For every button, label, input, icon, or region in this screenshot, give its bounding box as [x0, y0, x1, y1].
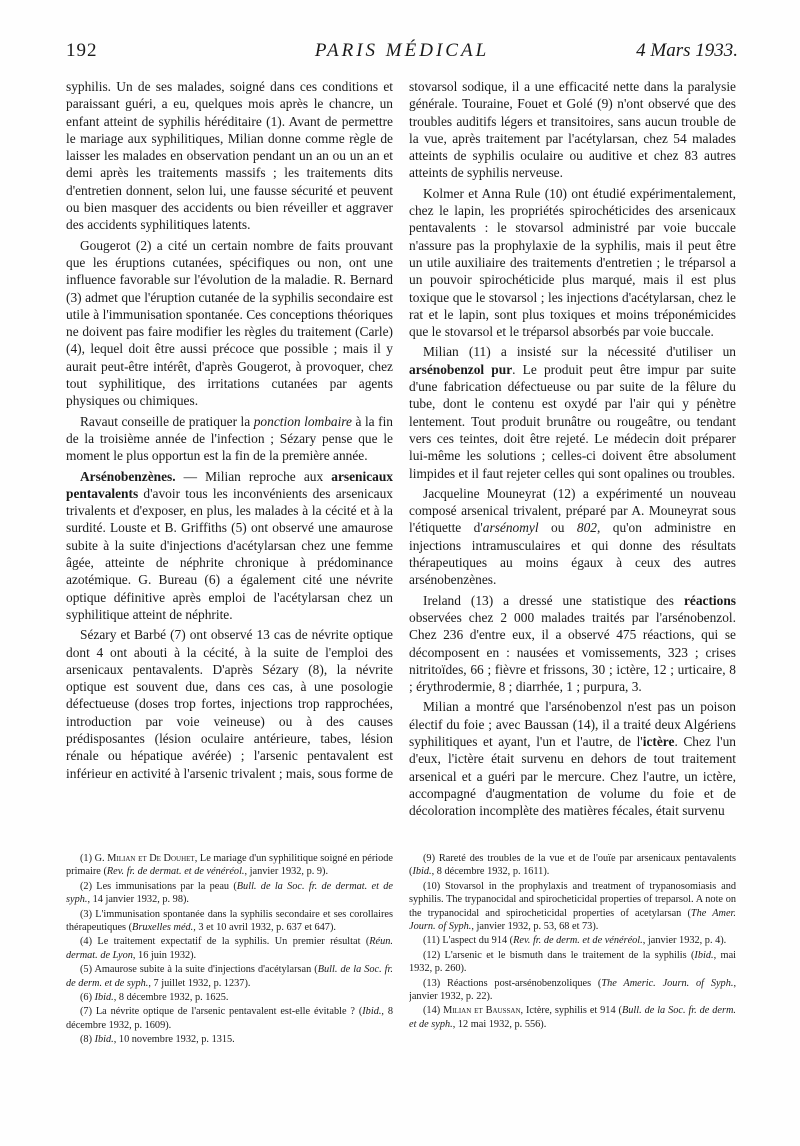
- footnote-text: (10) Stovarsol in the prophylaxis and treatment of trypanosomiasis and syphilis. The trypanocidal and spirocheticidal properties of treparsol. A note on the trypanocidal and spirocheticidal properties of acetylarsan (: [409, 880, 736, 919]
- footnote: [66, 963, 393, 990]
- footnote-text: , 8 décembre 1932, p. 1611).: [431, 866, 550, 878]
- footnote: [409, 852, 736, 879]
- emphasis: arsénomyl: [482, 520, 539, 536]
- paragraph: Gougerot (2) a cité un certain nombre de faits prouvant que les éruptions cutanées, spécifiques ou non, ont une influence favorable sur l'évolution de la maladie. R. Bernard (3) admet que l'éruption cutanée de la syphilis secondaire est utile à l'immunisation spontanée. Ces conceptions théoriques ne doivent pas faire modifier les règles du traitement (Carle) (4), lequel doit être aussi précoce que possible ; mais il y aurait peut-être intérêt, d'après Gougerot, à provoquer, chez tout syphilitique, des irritations cutanées par agents physiques ou chimiques.: [66, 237, 393, 409]
- footnote-text: , janvier 1932, p. 4).: [642, 935, 727, 947]
- text-run: à la fin de la troisième année de l'infection ; Sézary pense que le moment le plus opportun est la fin de la première année.: [66, 413, 393, 464]
- bold-term: arsénobenzol pur: [409, 361, 513, 377]
- footnote-citation: The Amer. Journ. of Syph.: [409, 907, 736, 933]
- footnote-citation: Ibid.: [94, 1034, 114, 1046]
- footnote-text: , Le mariage d'un syphilitique soigné en période primaire (: [66, 853, 393, 878]
- page-number: 192: [66, 40, 98, 61]
- paragraph: [66, 413, 393, 465]
- footnote: [409, 1004, 736, 1031]
- footnote-text: (2) Les immunisations par la peau (: [80, 880, 237, 892]
- issue-date: 4 Mars 1933.: [636, 40, 738, 61]
- footnote-citation: Ibid.: [412, 866, 432, 878]
- text-run: observées chez 2 000 malades traités par l'arsénobenzol. Chez 236 d'entre eux, il a observé 475 réactions, qui se décomposent en : nausées et vomissements, 323 ; crises nitritoïdes, 66 ; fièvre et frissons, 30 ; ictère, 12 ; urticaire, 8 ; érythrodermie, 8 ; diarrhée, 1 ; purpura, 3.: [409, 609, 736, 695]
- paragraph: [66, 468, 393, 624]
- footnote-text: , 16 juin 1932).: [132, 949, 197, 961]
- footnote-text: , 12 mai 1932, p. 556).: [452, 1018, 547, 1030]
- footnote-citation: Ibid.: [362, 1006, 382, 1018]
- footnotes-left: [66, 852, 393, 1132]
- text-run: Jacqueline Mouneyrat (12) a expérimenté un nouveau composé arsenical trivalent, préparé par A. Mouneyrat sous l'étiquette d': [409, 485, 736, 536]
- footnote: [66, 1033, 393, 1046]
- footnotes-right: [409, 852, 736, 1132]
- paragraph: syphilis. Un de ses malades, soigné dans ces conditions et paraissant guéri, a eu, quelques mois après le chancre, un enfant atteint de syphilis héréditaire (1). Avant de permettre le mariage aux syphilitiques, Milian donne comme règle de laisser les malades en observation pendant un an ou un an et demi après les traitements massifs ; les traitements dits d'entretien donnent, selon lui, une fausse sécurité et peuvent ou bien masquer des accidents ou bien réveiller et aggraver des accidents syphilitiques latents.: [66, 79, 393, 233]
- emphasis: ponction lombaire: [253, 413, 352, 429]
- footnote: [66, 880, 393, 907]
- footnote-text: (12) L'arsenic et le bismuth dans le traitement de la syphilis (: [423, 949, 695, 961]
- text-run: Ravaut conseille de pratiquer la: [80, 413, 254, 429]
- bold-term: réactions: [683, 592, 736, 608]
- footnote-citation: Réun. dermat. de Lyon: [66, 936, 393, 961]
- footnote-citation: Rev. fr. de dermat. et de vénéréol.: [106, 866, 245, 878]
- footnote-text: (5) Amaurose subite à la suite d'injections d'acétylarsan (: [80, 964, 318, 976]
- text-run: , qu'on administre en injections intramusculaires et qui donne des résultats thérapeutiques au moins égaux à ceux des autres arsénobenzènes.: [409, 520, 736, 588]
- text-run: . Le produit peut être impur par suite d'une fabrication défectueuse ou par suite de la fêlure du tube, dont le contenu est oxydé par l'air qui y pénètre lentement. Tout produit brunâtre ou rougeâtre, ou tendant vers ces teintes, doit être rejeté. Le médecin doit préparer lui-même les solutions ; celles-ci doivent être absolument limpides et il faut rejeter celles qui sont opalines ou troubles.: [409, 361, 736, 481]
- section-heading: Arsénobenzènes.: [80, 468, 176, 484]
- paragraph: [409, 698, 736, 819]
- footnote-text: , 8 décembre 1932, p. 1609).: [66, 1006, 393, 1031]
- footnote-text: , janvier 1932, p. 53, 68 et 73).: [471, 921, 599, 933]
- text-run: — Milian reproche aux: [175, 468, 332, 484]
- footnote: [66, 1005, 393, 1032]
- footnote-citation: Bull. de la Soc. fr. de dermat. et de syph.: [66, 880, 393, 906]
- text-run: . Chez l'un d'eux, l'ictère était survenu en dehors de tout traitement arsenical et a guéri par le mercure. Chez l'autre, un ictère, accompagné d'augmentation de volume du foie et de décoloration incomplète des matières fécales, était survenu: [409, 733, 736, 819]
- running-title: PARIS MÉDICAL: [314, 40, 490, 61]
- left-column: [66, 78, 393, 838]
- footnote-text: (13) Réactions post-arsénobenzoliques (: [423, 977, 602, 989]
- footnote-text: , Ictère, syphilis et 914 (: [520, 1005, 622, 1017]
- footnote-text: , 8 décembre 1932, p. 1625.: [113, 992, 229, 1004]
- footnote-text: , janvier 1932, p. 22).: [409, 977, 736, 1003]
- footnote-text: , 7 juillet 1932, p. 1237).: [148, 977, 251, 989]
- footnote-text: (11) L'aspect du 914 (: [423, 935, 514, 947]
- footnote-text: (6): [80, 992, 95, 1004]
- footnote-text: (3) L'immunisation spontanée dans la syphilis secondaire et ses corollaires thérapeutiques (: [66, 908, 393, 934]
- footnote-text: , 10 novembre 1932, p. 1315.: [113, 1034, 235, 1046]
- footnote: [66, 908, 393, 935]
- footnote-citation: Bull. de la Soc. fr. de derm. et de syph.: [66, 964, 393, 989]
- bold-term: ictère: [642, 733, 675, 749]
- footnote-text: (8): [80, 1034, 95, 1046]
- paragraph: [409, 343, 736, 481]
- footnote: [66, 852, 393, 879]
- footnote-citation: Bruxelles méd.: [132, 922, 194, 934]
- paragraph: stovarsol sodique, il a une efficacité nette dans la paralysie générale. Touraine, Fouet et Golé (9) n'ont observé que des troubles auditifs légers et transitoires, sans aucun trouble de la vue, après traitement par l'acétylarsan, chez 54 malades atteints de syphilis oculaire ou auditive et chez 83 autres atteints de syphilis nerveuse.: [409, 79, 736, 181]
- footnote-citation: Ibid.: [94, 992, 114, 1004]
- footnote-citation: Ibid.: [694, 949, 714, 961]
- paragraph: Sézary et Barbé (7) ont observé 13 cas de névrite optique dont 4 ont abouti à la cécité, à la suite de l'emploi des arsenicaux pentavalents. D'après Sézary (8), la névrite optique est souvent due, dans ces cas, à une posologie défectueuse (doses trop fortes, injections trop rapprochées, introduction par voie veineuse) ou à des causes prédisposantes (lésion oculaire antérieure, tabes, lésion rénale ou hépatique avérée) ; l'arsenic pentavalent est inférieur en activité à l'arsenic trivalent ; mais, sous forme de: [66, 627, 393, 781]
- footnote: [409, 880, 736, 934]
- footnote-text: (14): [423, 1005, 444, 1017]
- emphasis: 802: [576, 520, 597, 536]
- footnote-text: , mai 1932, p. 260).: [409, 949, 736, 975]
- footnote-text: (1): [80, 853, 95, 864]
- footnote: [66, 935, 393, 962]
- footnote: [66, 991, 393, 1004]
- footnote-citation: Rev. fr. de derm. et de vénéréol.: [513, 935, 643, 947]
- footnote: [409, 977, 736, 1004]
- text-run: Ireland (13) a dressé une statistique des: [423, 592, 684, 608]
- footnote-text: (7) La névrite optique de l'arsenic pentavalent est-elle évitable ? (: [80, 1006, 363, 1018]
- footnote: [409, 934, 736, 947]
- footnote-authors: Milian et Baussan: [443, 1005, 521, 1017]
- footnote-text: , 14 janvier 1932, p. 98).: [87, 894, 189, 906]
- paragraph: [409, 485, 736, 589]
- paragraph: Kolmer et Anna Rule (10) ont étudié expérimentalement, chez le lapin, les propriétés spirochéticides des arsenicaux pentavalents : le stovarsol administré par voie buccale n'assure pas la prophylaxie de la syphilis, mais il peut être un utile auxiliaire des traitements d'entretien ; le tréparsol a un pouvoir spirochéticide plus marqué, mais il est plus toxique que le stovarsol ; les injections d'acétylarsan, chez le rat et le lapin, sont plus toxiques et moins tréponémicides que le stovarsol et le tréparsol absorbés par voie buccale.: [409, 185, 736, 340]
- footnote-text: , janvier 1932, p. 9).: [244, 866, 329, 878]
- text-run: ou: [538, 520, 577, 536]
- footnote-citation: Bull. de la Soc. fr. de derm. et de syph.: [409, 1005, 736, 1030]
- footnote-citation: The Americ. Journ. of Syph.: [601, 977, 734, 989]
- paragraph: [409, 592, 736, 696]
- footnote-text: (4) Le traitement expectatif de la syphilis. Un premier résultat (: [80, 936, 370, 948]
- footnote-text: , 3 et 10 avril 1932, p. 637 et 647).: [193, 922, 336, 934]
- text-run: d'avoir tous les inconvénients des arsenicaux trivalents et d'exposer, en plus, les malades à la cécité et à la surdité. Louste et B. Griffiths (5) ont observé une amaurose subite à la suite d'injections d'acétylarsan chez une femme âgée, atteinte de néphrite chronique à prédominance azotémique. G. Bureau (6) a également cité une névrite optique définitive après emploi de l'acétylarsan chez un syphilitique atteint de néphrite.: [66, 485, 393, 622]
- footnote: [409, 949, 736, 976]
- footnote-authors: G. Milian et De Douhet: [94, 853, 195, 864]
- bold-term: arsenicaux pentavalents: [66, 468, 393, 501]
- page-header: [66, 40, 738, 70]
- text-run: Milian a montré que l'arsénobenzol n'est pas un poison électif du foie ; avec Baussan (14), il a traité deux Algériens syphilitiques et ayant, l'un et l'autre, de l': [409, 699, 736, 749]
- right-column: [409, 78, 736, 838]
- text-run: Milian (11) a insisté sur la nécessité d'utiliser un: [423, 344, 736, 360]
- footnote-text: (9) Rareté des troubles de la vue et de l'ouïe par arsenicaux pentavalents (: [409, 853, 736, 878]
